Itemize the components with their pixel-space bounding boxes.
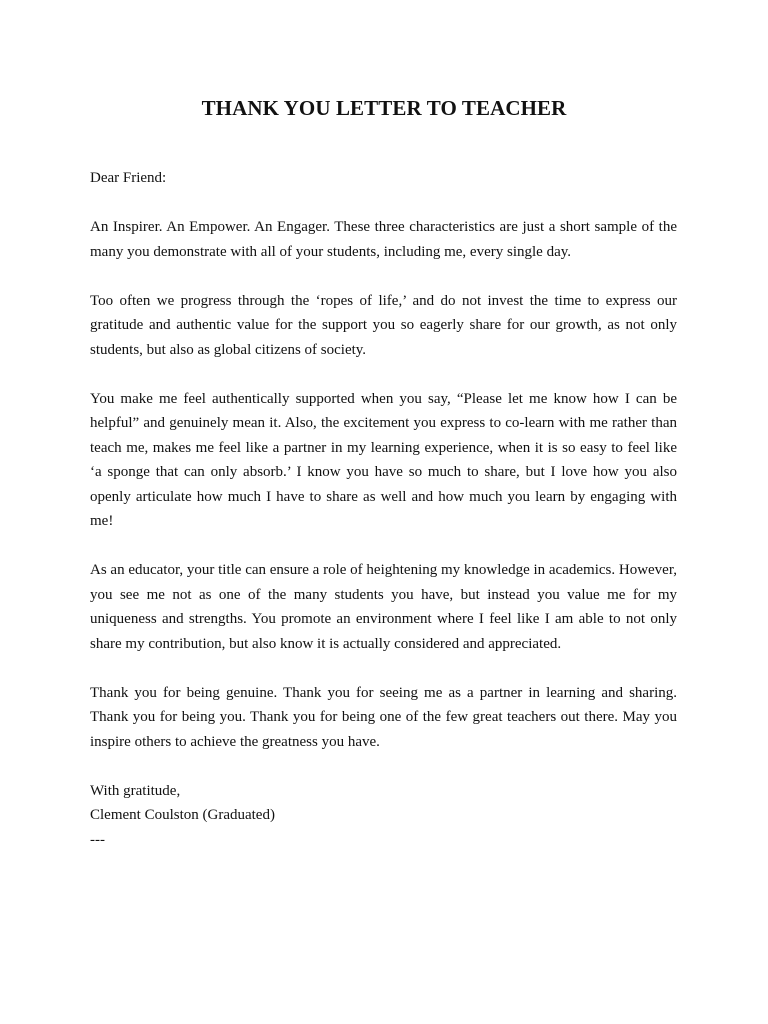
paragraph-5: Thank you for being genuine. Thank you for seeing me as a partner in learning and sharing. Thank you for being you. Thank you for being one of the few great teachers out there. May you inspire others to achieve the greatness you have.: [90, 684, 677, 750]
signature: Clement Coulston (Graduated): [90, 807, 275, 823]
paragraph-4: As an educator, your title can ensure a role of heightening my knowledge in academics. However, you see me not as one of the many students you have, but instead you value me for my uniqueness and strengths. You promote an environment where I feel like I am able to not only share my contribution, but also know it is actually considered and appreciated.: [90, 562, 677, 652]
letter-title: THANK YOU LETTER TO TEACHER: [201, 96, 567, 120]
end-mark: ---: [90, 831, 105, 848]
paragraph-1: An Inspirer. An Empower. An Engager. These three characteristics are just a short sample of the many you demonstrate with all of your students, including me, every single day.: [90, 219, 677, 260]
salutation: Dear Friend:: [90, 170, 167, 186]
closing-line: With gratitude,: [90, 782, 181, 799]
paragraph-2: Too often we progress through the ‘ropes of life,’ and do not invest the time to express our gratitude and authentic value for the support you so eagerly share for our growth, as not only students, but also as global citizens of society.: [90, 292, 677, 358]
letter-body: [90, 166, 677, 852]
paragraph-3: You make me feel authentically supported when you say, “Please let me know how I can be helpful” and genuinely mean it. Also, the excitement you express to co-learn with me rather than teach me, makes me feel like a partner in my learning experience, when it is so easy to feel like ‘a sponge that can only absorb.’ I know you have so much to share, but I love how you also openly articulate how much I have to share as well and how much you learn by engaging with me!: [90, 390, 677, 529]
